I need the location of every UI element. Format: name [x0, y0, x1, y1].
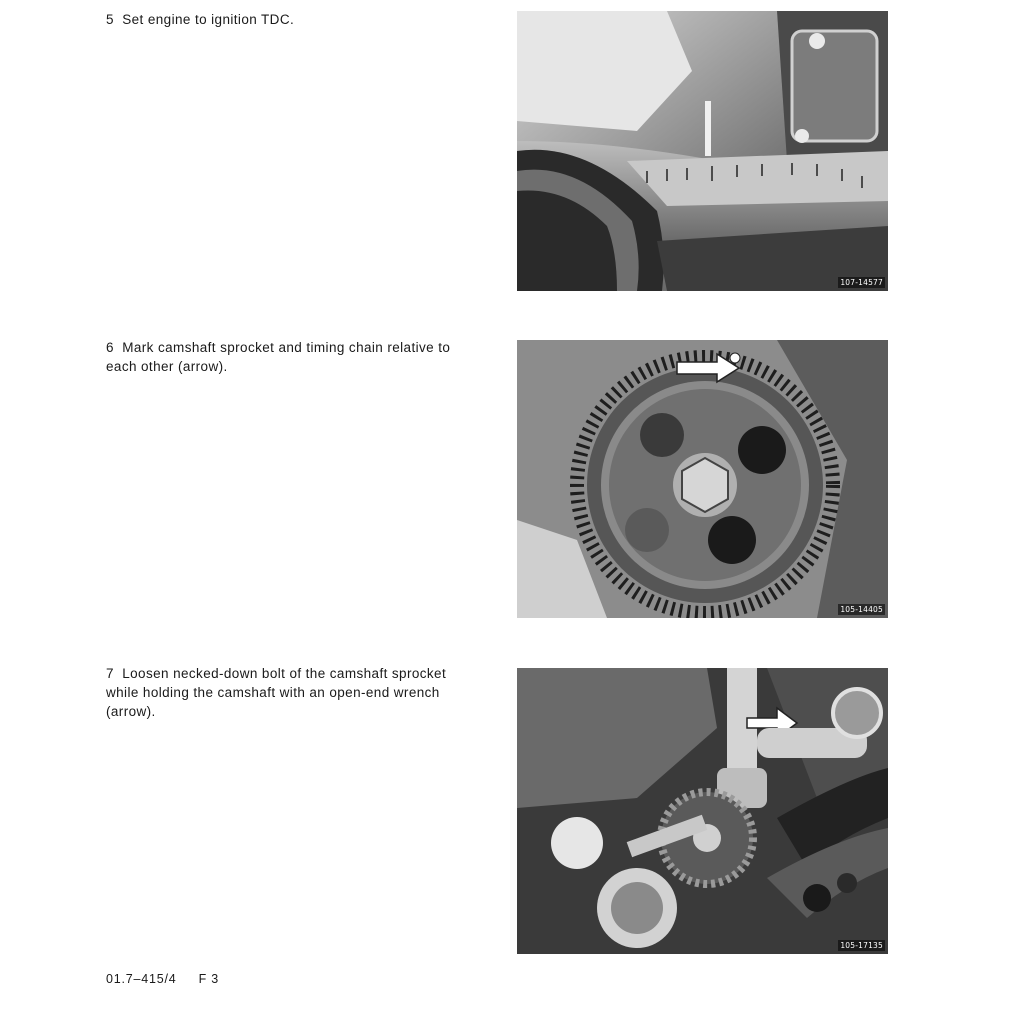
- photo-reference-number: 105-17135: [840, 941, 883, 950]
- photo-ignition-tdc: [517, 11, 888, 291]
- photo-camshaft-bolt: [517, 668, 888, 954]
- ignition-tdc-photo-image: [517, 11, 888, 291]
- step-6-number: 6: [106, 340, 114, 355]
- section-code: F 3: [198, 972, 220, 986]
- photo-reference-number: 105-14405: [840, 605, 883, 614]
- camshaft-bolt-photo-image: [517, 668, 888, 954]
- page-footer: [106, 972, 241, 986]
- document-code: 01.7–415/4: [106, 972, 177, 986]
- step-6-instruction: Mark camshaft sprocket and timing chain relative to each other (arrow).: [106, 340, 451, 374]
- step-7-number: 7: [106, 666, 114, 681]
- step-5-number: 5: [106, 12, 114, 27]
- step-7-text: [106, 664, 476, 721]
- step-7-instruction: Loosen necked-down bolt of the camshaft sprocket while holding the camshaft with an open-end wrench (arrow).: [106, 666, 447, 719]
- camshaft-sprocket-photo-image: [517, 340, 888, 618]
- step-6-text: [106, 338, 476, 376]
- photo-reference-number: 107-14577: [840, 278, 883, 287]
- step-5-text: [106, 10, 476, 29]
- step-5-instruction: Set engine to ignition TDC.: [122, 12, 295, 27]
- photo-camshaft-sprocket: [517, 340, 888, 618]
